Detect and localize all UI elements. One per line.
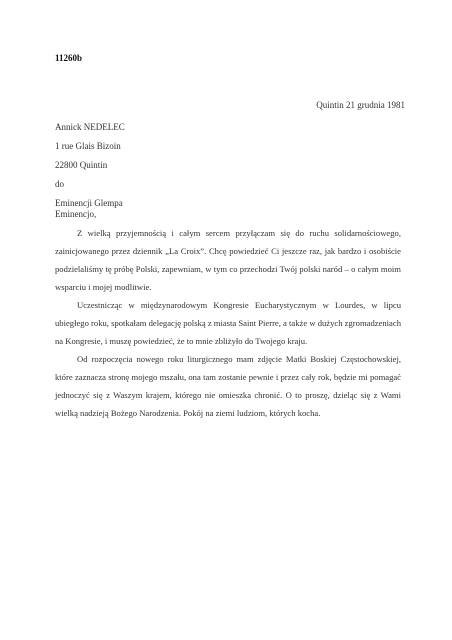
recipient-name: Eminencji Glempa [55,198,123,208]
greeting: Eminencjo, [55,209,97,219]
sender-street: 1 rue Glais Bizoin [55,141,121,151]
paragraph-3: Od rozpoczęcia nowego roku liturgicznego mam zdjęcie Matki Boskiej Częstochowskiej, które zaznacza stronę mojego mszału, ona tam zostanie pewnie i przez cały rok, będzie mi pomagać jednoczyć się z Waszym krajem, którego nie omieszka chronić. O to proszę, dzieląc się z Wami wielką nadzieją Bożego Narodzenia. Pokój na ziemi ludziom, których kocha. [55,354,401,418]
to-word: do [55,179,64,189]
paragraph-1: Z wielką przyjemnością i całym sercem przyłączam się do ruchu solidarnościowego, zainicjowanego przez dziennik „La Croix”. Chcę powiedzieć Ci jeszcze raz, jak bardzo i osobiście podzielaliśmy tę próbę Polski, zapewniam, w tym co przechodzi Twój polski naród – o całym moim wsparciu i mojej modlitwie. [55,228,401,292]
paragraph-2: Uczestnicząc w międzynarodowym Kongresie Eucharystycznym w Lourdes, w lipcu ubiegłego roku, spotkałam delegację polską z miasta Saint Pierre, a także w dużych zgromadzeniach na Kongresie, i muszę powiedzieć, że to mnie zbliżyło do Twojego kraju. [55,300,401,346]
reference-number: 11260b [55,53,83,63]
sender-city: 22800 Quintin [55,160,108,170]
address-block [55,118,125,213]
sender-name: Annick NEDELEC [55,122,125,132]
letter-date: Quintin 21 grudnia 1981 [316,100,405,110]
letter-body [55,224,401,422]
